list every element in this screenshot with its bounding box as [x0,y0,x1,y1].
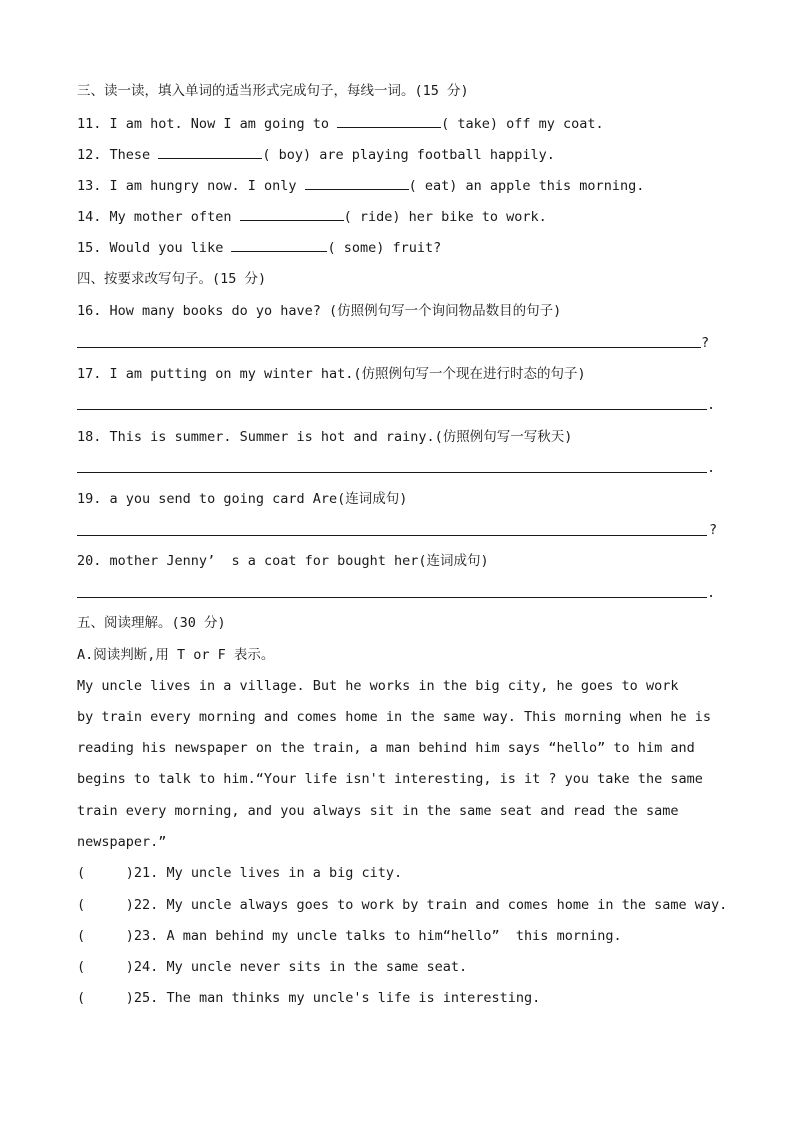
answer-line[interactable] [77,409,707,410]
judgment-item-25 [77,989,540,1007]
question-text-after: off my coat. [498,116,604,132]
section-4-heading: 四、按要求改写句子。(15 分) [77,271,267,287]
passage-line: begins to talk to him.“Your life isn't interesting, is it ? you take the same [77,771,703,787]
end-punctuation: . [707,397,716,413]
section-3-heading: 三、读一读，填入单词的适当形式完成句子，每线一词。(15 分) [77,83,469,99]
answer-line[interactable] [77,535,707,536]
question-14 [77,208,547,226]
judgment-item-21 [77,864,402,882]
fill-blank[interactable] [231,239,327,252]
passage-line: train every morning, and you always sit in the same seat and read the same [77,803,679,819]
end-punctuation: ? [701,335,710,351]
answer-parentheses[interactable]: ( ) [77,928,134,944]
statement-text: My uncle always goes to work by train and comes home in the same way. [166,897,728,913]
question-number: 15. [77,240,102,256]
word-hint: ( take) [441,116,499,132]
question-11 [77,115,604,133]
word-hint: ( ride) [343,209,401,225]
statement-text: My uncle lives in a big city. [166,865,403,881]
judgment-item-23 [77,927,622,945]
statement-text: My uncle never sits in the same seat. [166,959,468,975]
question-number: 20. [77,553,102,569]
answer-parentheses[interactable]: ( ) [77,990,134,1006]
question-text-before: I am hungry now. I only [109,178,305,194]
fill-blank[interactable] [158,146,262,159]
passage-line: by train every morning and comes home in the same way. This morning when he is [77,709,711,725]
question-text-before: My mother often [109,209,240,225]
question-number: 24. [133,959,159,975]
question-17 [77,365,586,383]
passage-line: My uncle lives in a village. But he works in the big city, he goes to work [77,678,679,694]
fill-blank[interactable] [305,177,409,190]
fill-blank[interactable] [240,208,344,221]
word-hint: ( boy) [262,147,312,163]
judgment-item-22 [77,896,727,914]
question-text-after: fruit? [384,240,442,256]
question-number: 16. [77,303,102,319]
answer-parentheses[interactable]: ( ) [77,897,134,913]
answer-line[interactable] [77,472,707,473]
question-text: I am putting on my winter hat.(仿照例句写一个现在进行时态的句子) [109,366,586,382]
question-text: This is summer. Summer is hot and rainy.(仿照例句写一写秋天) [109,429,573,445]
question-text-after: her bike to work. [400,209,547,225]
statement-text: A man behind my uncle talks to him“hello” this morning. [166,928,622,944]
question-19 [77,490,407,508]
question-number: 11. [77,116,102,132]
question-number: 23. [133,928,159,944]
question-number: 12. [77,147,102,163]
question-text-before: I am hot. Now I am going to [109,116,338,132]
passage-line: reading his newspaper on the train, a man behind him says “hello” to him and [77,740,695,756]
passage-line: newspaper.” [77,834,167,850]
question-text-before: Would you like [109,240,232,256]
question-number: 19. [77,491,102,507]
answer-line[interactable] [77,597,707,598]
answer-line[interactable] [77,347,701,348]
answer-parentheses[interactable]: ( ) [77,959,134,975]
question-20 [77,552,489,570]
question-number: 14. [77,209,102,225]
judgment-item-24 [77,958,467,976]
question-number: 17. [77,366,102,382]
question-number: 21. [133,865,159,881]
end-punctuation: . [707,460,716,476]
question-text: a you send to going card Are(连词成句) [109,491,408,507]
question-text: mother Jenny’ s a coat for bought her(连词成句) [109,553,489,569]
question-number: 25. [133,990,159,1006]
question-18 [77,428,572,446]
question-text-after: an apple this morning. [457,178,645,194]
question-number: 13. [77,178,102,194]
question-number: 18. [77,429,102,445]
end-punctuation: . [707,585,716,601]
question-number: 22. [133,897,159,913]
question-text: How many books do yo have? (仿照例句写一个询问物品数目的句子) [109,303,562,319]
word-hint: ( some) [327,240,385,256]
question-16 [77,302,561,320]
answer-parentheses[interactable]: ( ) [77,865,134,881]
word-hint: ( eat) [408,178,458,194]
section-5-heading: 五、阅读理解。(30 分) [77,615,226,631]
part-a-heading: A.阅读判断,用 T or F 表示。 [77,647,275,663]
fill-blank[interactable] [337,115,441,128]
question-15 [77,239,441,257]
question-12 [77,146,555,164]
question-text-after: are playing football happily. [311,147,555,163]
end-punctuation: ? [709,522,718,538]
question-13 [77,177,644,195]
question-text-before: These [109,147,159,163]
statement-text: The man thinks my uncle's life is interesting. [166,990,541,1006]
